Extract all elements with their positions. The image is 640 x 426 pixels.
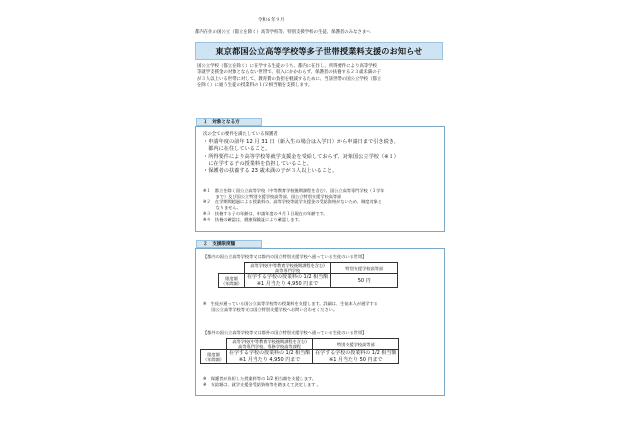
column-header: 高等学校(中等教育学校後期課程を含む) 高等専門学校、専修学校高等課程	[226, 339, 312, 350]
table-corner	[219, 263, 245, 274]
intro-paragraph	[197, 64, 447, 89]
eligibility-item: に在学する子の授業料を負担していること。	[203, 160, 312, 167]
section1-notes	[203, 188, 384, 222]
note-line: 国公立高等学校等又は国立特別支援学校へお問い合わせください。	[203, 307, 338, 312]
limit-cell: 在学する学校の授業料の 1/2 相当額 ※1 月当たり 50 円まで	[313, 350, 399, 364]
table1-caption: 【都内の国公立高等学校等又は都内の国立特別支援学校へ通っている生徒のいる世帯】	[203, 254, 367, 259]
note-line: なりません。	[203, 205, 241, 211]
eligibility-item: ・保護者の扶養する 23 歳未満の子が３人以上いること。	[203, 168, 338, 175]
column-header: 特別支援学校高等部	[313, 339, 399, 350]
note-line: ※４ 扶養の確認は、健康保険証により確認します。	[203, 216, 303, 222]
intro-line: 国公立学校（都立を除く）に在学する生徒のうち、都内に在住し、所得要件により高等学校	[197, 64, 378, 69]
limit-cell: 在学する学校の授業料の 1/2 相当額 ※1 月当たり 4,950 円まで	[244, 274, 330, 288]
support-limit-table-outside-tokyo	[200, 338, 399, 364]
eligibility-item: ・所得要件により高等学校等就学支援金を受給しておらず、対象国公立学校（※１）	[203, 153, 399, 160]
limit-cell: 在学する学校の授業料の 1/2 相当額 ※1 月当たり 4,950 円まで	[226, 350, 312, 364]
note-line: まで）及び国公立特別支援学校高等部、国公立特別支援学校高等部	[203, 193, 342, 199]
row-header: 限度額 （年間額）	[201, 350, 227, 364]
issue-date: 令和６年９月	[258, 18, 285, 23]
eligibility-list	[203, 139, 399, 175]
title-banner	[195, 42, 443, 60]
note-line: ※ 支給額は、就学支援金受給資格等を踏まえて決定します 。	[203, 382, 321, 387]
eligibility-item: ・申請年度の前年 12 月 31 日（新入生の場合は入学日）から申請日まで引き続き、	[203, 139, 399, 145]
intro-line: が３人以上いる世帯に対して、教育費の負担を軽減するために、当該世帯の国公立学校（都立	[197, 76, 382, 82]
note-line: ※ 保護者が負担した授業料等の 1/2 相当額を支援します。	[203, 376, 317, 381]
column-header: 特別支援学校高等部	[331, 263, 398, 274]
support-limit-table-in-tokyo	[218, 262, 398, 288]
section1-lead: 次の全ての要件を満たしている保護者	[203, 132, 278, 137]
section2-heading: ２ 支援限度額	[196, 240, 262, 248]
note-line: ※１ 都立を除く国公立高等学校（中等教育学校後期課程を含む）、国公立高等専門学校（３学年	[203, 188, 385, 193]
table-corner	[201, 339, 227, 350]
section1-box	[195, 126, 445, 232]
intro-line: 等就学支援金の対象とならない世帯で、収入にかかわらず、保護者の扶養する２３歳未満の子	[197, 70, 381, 76]
intro-line: を除く）に通う生徒の授業料の１/２相当額を支援します。	[197, 82, 313, 88]
table2-caption: 【都外の国公立高等学校等又は都外の国立特別支援学校へ通っている生徒のいる世帯】	[203, 330, 367, 335]
column-header: 高等学校(中等教育学校後期課程を含む) 高等専門学校	[244, 263, 330, 274]
note-line: ※ 生徒が通っている国公立高等学校等の授業料を支援します。詳細は、生徒本人が通学する	[203, 301, 378, 306]
section1-heading: １ 対象となる方	[196, 118, 262, 126]
addressee-line: 都内在住の国公立（都立を除く）高等学校等、特別支援学校の生徒、保護者のみなさまへ	[195, 30, 371, 35]
row-header: 限度額 （年間額）	[219, 274, 245, 288]
section2-box	[195, 248, 445, 396]
eligibility-item: 都内に在住していること。	[203, 146, 271, 153]
limit-cell: 50 円	[331, 274, 398, 288]
note-line: ※２ 在学期間超過による授業料の、高等学校等就学支援金の受給資格がないため、制度対象と	[203, 199, 383, 205]
document-title: 東京都国公立高等学校等多子世帯授業料支援のお知らせ	[215, 45, 423, 56]
note-line: ※３ 扶養する子の年齢は、申請年度の４月１日現在の年齢です。	[203, 210, 328, 216]
